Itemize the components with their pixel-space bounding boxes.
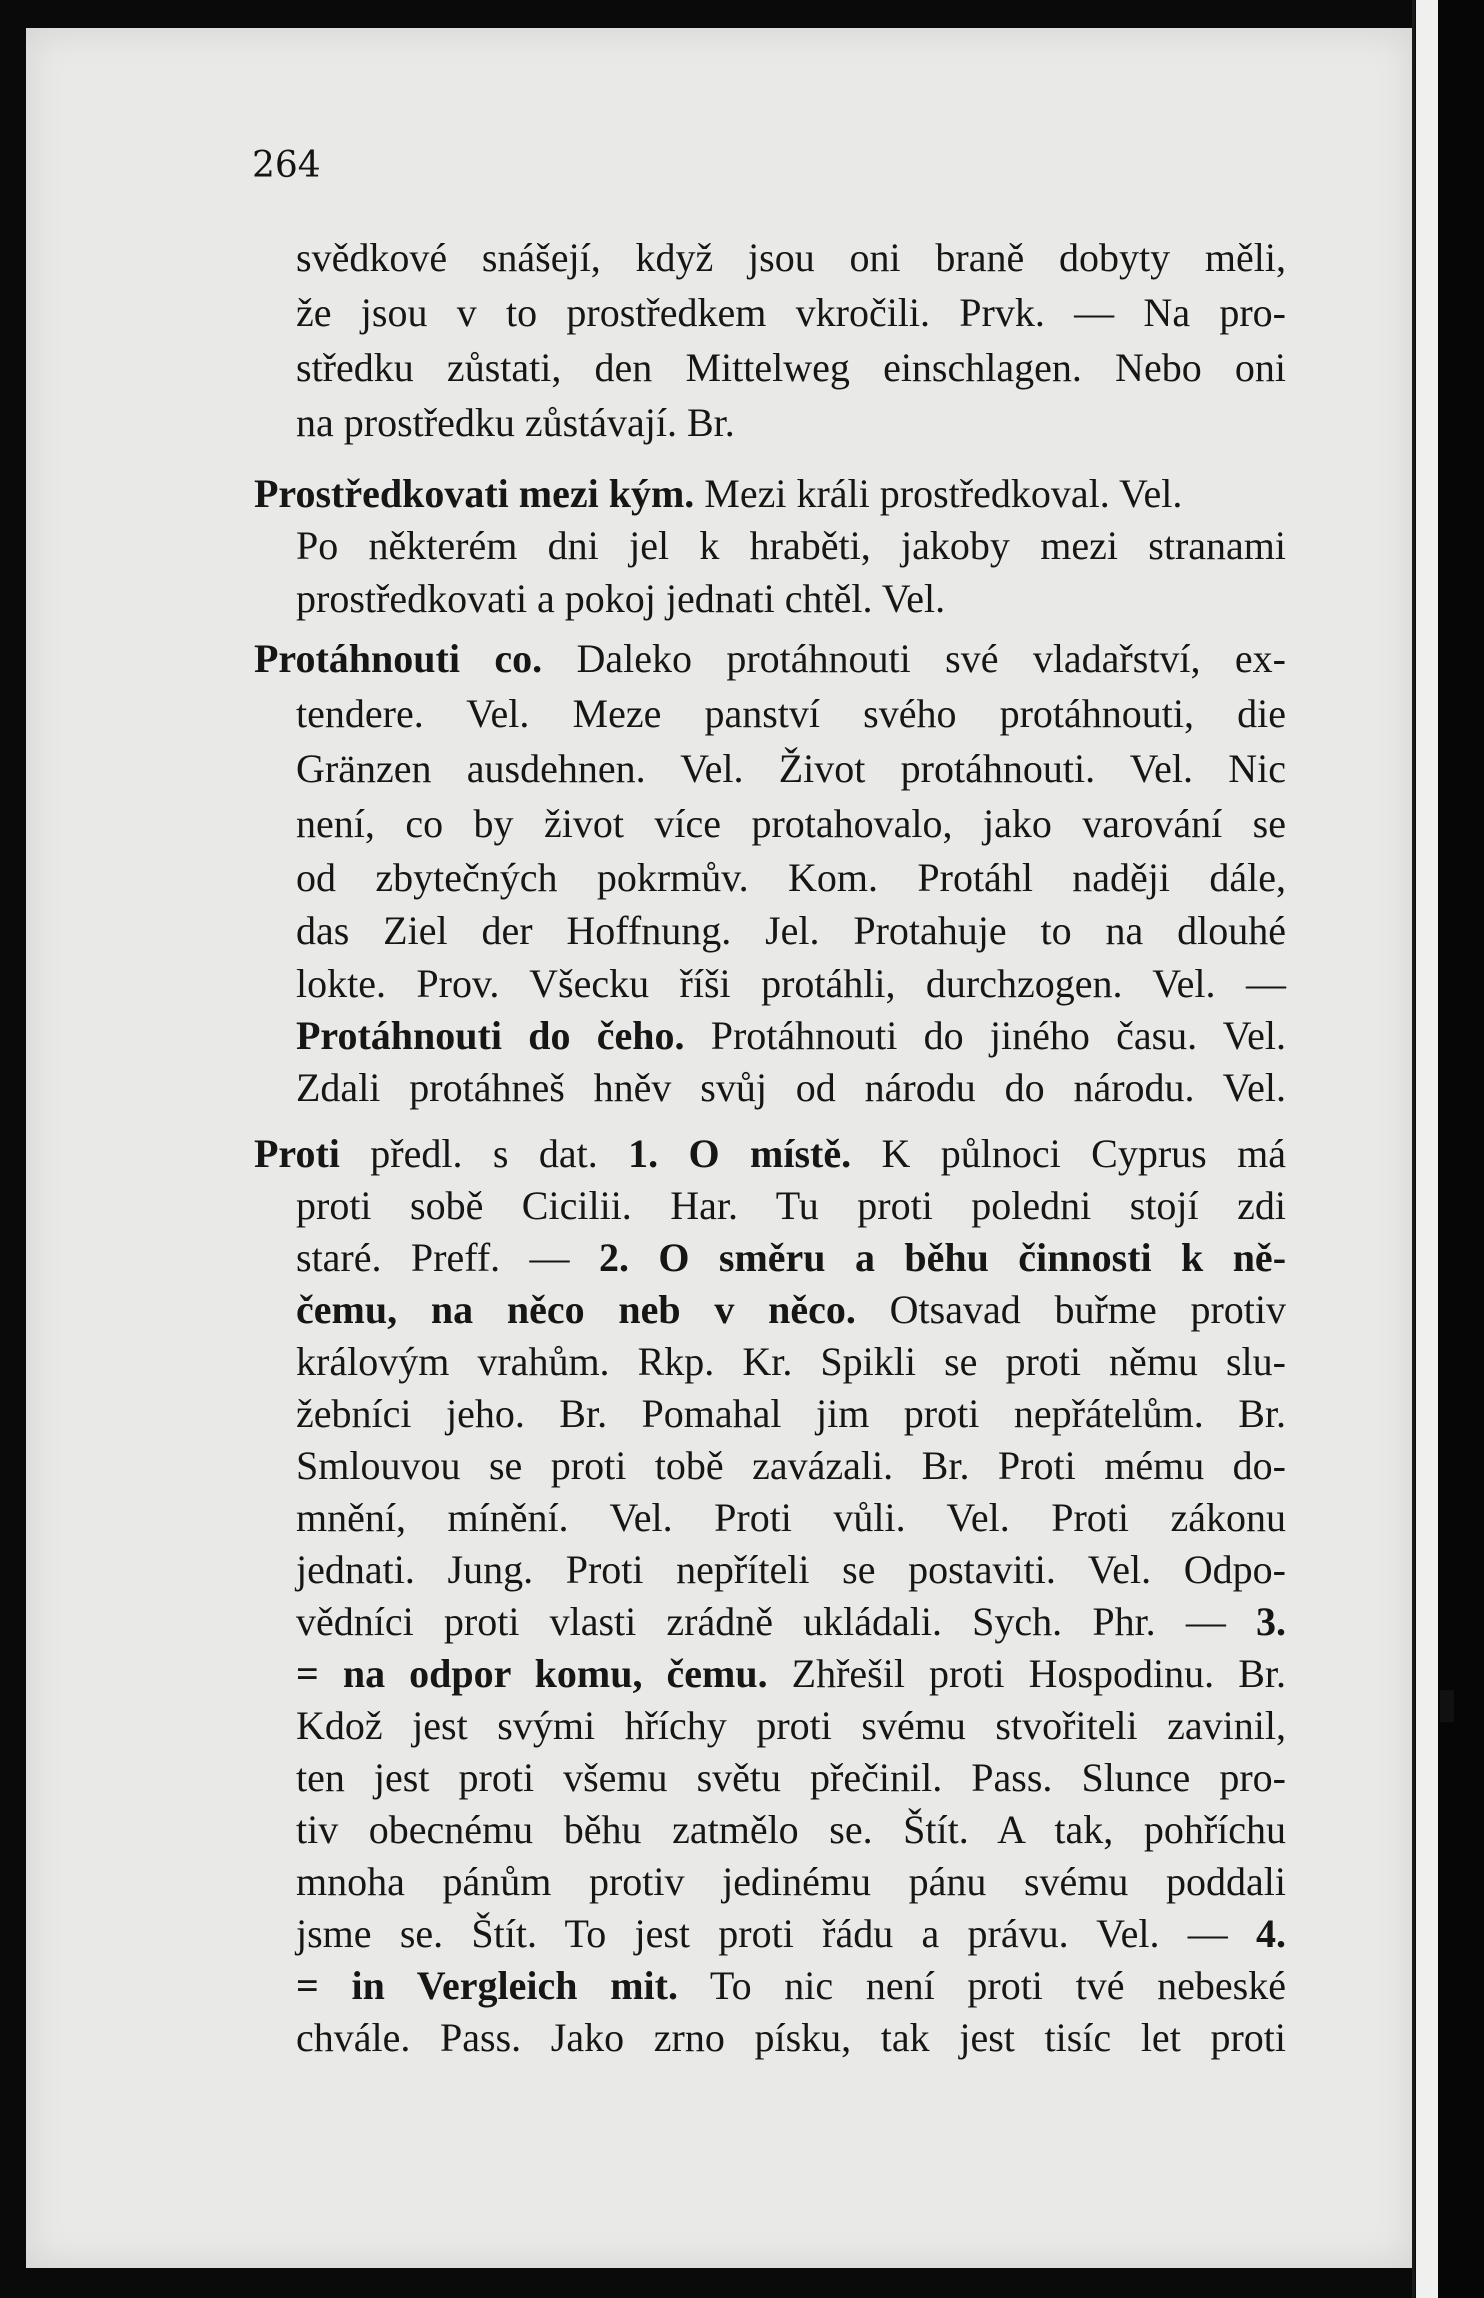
text-run: lokte. Prov. Všecku říši protáhli, durchzogen. Vel. —	[296, 961, 1286, 1006]
text-line	[296, 1336, 1286, 1388]
text-line	[296, 1232, 1286, 1284]
text-line	[296, 688, 1286, 740]
entry-headword-line	[254, 1128, 1286, 1180]
text-line	[296, 905, 1286, 957]
text-run: Protáhnouti do jiného času. Vel.	[684, 1013, 1286, 1058]
text-run: mnoha pánům protiv jedinému pánu svému poddali	[296, 1859, 1286, 1904]
text-line	[296, 1010, 1286, 1062]
text-line	[296, 1596, 1286, 1648]
text-run: prostředkovati a pokoj jednati chtěl. Vel.	[296, 576, 946, 621]
text-run: ten jest proti všemu světu přečinil. Pass. Slunce pro-	[296, 1755, 1286, 1800]
text-line	[296, 1856, 1286, 1908]
text-run: proti sobě Cicilii. Har. Tu proti poledni stojí zdi	[296, 1183, 1286, 1228]
text-line	[296, 287, 1286, 339]
text-run: das Ziel der Hoffnung. Jel. Protahuje to na dlouhé	[296, 908, 1286, 953]
bold-run: Protáhnouti co.	[254, 636, 543, 681]
text-run: staré. Preff. —	[296, 1235, 599, 1280]
text-run: tiv obecnému běhu zatmělo se. Štít. A tak, pohříchu	[296, 1807, 1286, 1852]
text-run: Otsavad buřme protiv	[855, 1287, 1287, 1332]
entry-headword-line	[254, 633, 1286, 685]
text-run: jsme se. Štít. To jest proti řádu a právu. Vel. —	[296, 1911, 1256, 1956]
text-line	[296, 1388, 1286, 1440]
text-run: mnění, mínění. Vel. Proti vůli. Vel. Proti zákonu	[296, 1495, 1286, 1540]
bold-run: Proti	[254, 1131, 340, 1176]
text-run: K půlnoci Cyprus má	[851, 1131, 1286, 1176]
text-line	[296, 342, 1286, 394]
bold-run: = na odpor komu, čemu.	[296, 1651, 768, 1696]
text-run: královým vrahům. Rkp. Kr. Spikli se proti němu slu-	[296, 1339, 1286, 1384]
bold-run: Protáhnouti do čeho.	[296, 1013, 685, 1058]
text-line	[296, 852, 1286, 904]
text-run: svědkové snášejí, když jsou oni braně dobyty měli,	[296, 235, 1286, 280]
page-number: 264	[252, 145, 321, 186]
text-line	[296, 520, 1286, 572]
margin-mark	[1440, 1690, 1454, 1722]
text-line	[296, 1804, 1286, 1856]
bold-run: 1. O místě.	[628, 1131, 852, 1176]
bold-run: 3.	[1256, 1599, 1286, 1644]
text-run: že jsou v to prostředkem vkročili. Prvk. — Na pro-	[296, 290, 1286, 335]
adjacent-page-strip	[1416, 0, 1438, 2298]
text-line	[296, 1440, 1286, 1492]
text-line	[296, 397, 1286, 449]
text-run: předl. s dat.	[339, 1131, 629, 1176]
text-line	[296, 1960, 1286, 2012]
text-line	[296, 743, 1286, 795]
text-run: od zbytečných pokrmův. Kom. Protáhl naději dále,	[296, 855, 1286, 900]
page-edge-line	[1412, 0, 1415, 2298]
text-run: středku zůstati, den Mittelweg einschlagen. Nebo oni	[296, 345, 1286, 390]
text-line	[296, 1752, 1286, 1804]
text-line	[296, 232, 1286, 284]
text-run: na prostředku zůstávají. Br.	[296, 400, 735, 445]
text-run: chvále. Pass. Jako zrno písku, tak jest tisíc let proti	[296, 2015, 1286, 2060]
text-run: Gränzen ausdehnen. Vel. Život protáhnouti. Vel. Nic	[296, 746, 1286, 791]
text-line	[296, 1492, 1286, 1544]
text-run: není, co by život více protahovalo, jako varování se	[296, 801, 1286, 846]
text-line	[296, 2012, 1286, 2064]
bold-run: Prostředkovati mezi kým.	[254, 471, 695, 516]
text-run: Smlouvou se proti tobě zavázali. Br. Proti mému do-	[296, 1443, 1286, 1488]
bold-run: 2. O směru a běhu činnosti k ně-	[598, 1235, 1287, 1280]
text-run: tendere. Vel. Meze panství svého protáhnouti, die	[296, 691, 1286, 736]
bold-run: = in Vergleich mit.	[296, 1963, 678, 2008]
text-line	[296, 798, 1286, 850]
entry-headword-line	[254, 468, 1286, 520]
text-line	[296, 1284, 1286, 1336]
text-run: jednati. Jung. Proti nepříteli se postaviti. Vel. Odpo-	[296, 1547, 1286, 1592]
text-line	[296, 1180, 1286, 1232]
text-run: žebníci jeho. Br. Pomahal jim proti nepřátelům. Br.	[296, 1391, 1286, 1436]
text-line	[296, 1908, 1286, 1960]
text-run: Zhřešil proti Hospodinu. Br.	[767, 1651, 1286, 1696]
text-line	[296, 1700, 1286, 1752]
text-line	[296, 1062, 1286, 1114]
text-run: Zdali protáhneš hněv svůj od národu do národu. Vel.	[296, 1065, 1286, 1110]
text-run: To nic není proti tvé nebeské	[677, 1963, 1286, 2008]
text-line	[296, 1544, 1286, 1596]
scan-border-right	[1438, 0, 1484, 2298]
text-run: Po některém dni jel k hraběti, jakoby mezi stranami	[296, 523, 1286, 568]
text-line	[296, 958, 1286, 1010]
text-line	[296, 573, 1286, 625]
text-run: Daleko protáhnouti své vladařství, ex-	[542, 636, 1286, 681]
text-run: Kdož jest svými hříchy proti svému stvořiteli zavinil,	[296, 1703, 1286, 1748]
bold-run: 4.	[1256, 1911, 1286, 1956]
text-run: Mezi králi prostředkoval. Vel.	[694, 471, 1183, 516]
bold-run: čemu, na něco neb v něco.	[296, 1287, 856, 1332]
text-line	[296, 1648, 1286, 1700]
text-run: vědníci proti vlasti zrádně ukládali. Sych. Phr. —	[296, 1599, 1256, 1644]
